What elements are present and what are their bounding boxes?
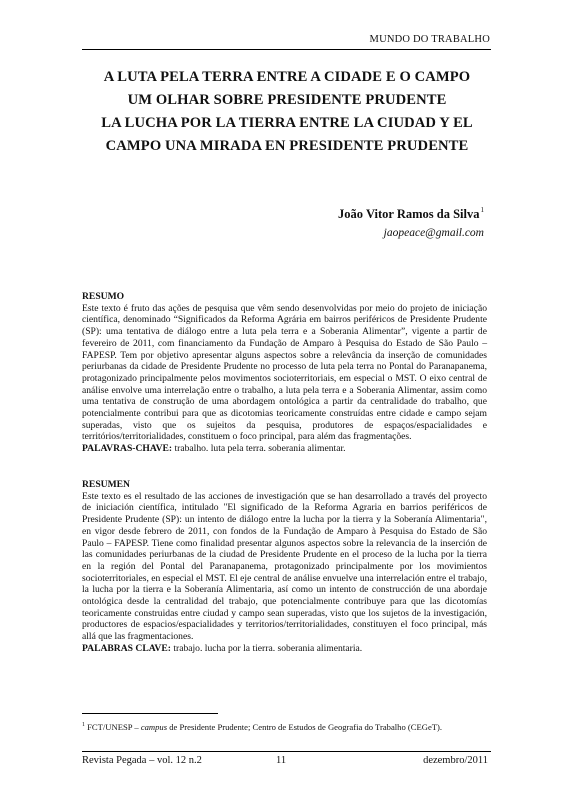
footer-journal: Revista Pegada – vol. 12 n.2 bbox=[82, 755, 202, 766]
title-line: A LUTA PELA TERRA ENTRE A CIDADE E O CAMPO bbox=[103, 69, 471, 85]
title-line: LA LUCHA POR LA TIERRA ENTRE LA CIUDAD Y EL bbox=[101, 115, 473, 131]
author-name: João Vitor Ramos da Silva bbox=[338, 207, 480, 221]
footnote-institution: FCT/UNESP – bbox=[87, 722, 139, 732]
abstract-body: Este texto es el resultado de las acciones de investigación que se han desarrollado a través del proyecto de iniciación científica, intitulado "El significado de la Reforma Agraria en barrios periféricos de Presidente Prudente (SP): un intento de diálogo entre la lucha por la tierra y la Soberanía Alimentaria", en vigor desde febrero de 2011, con fondos de la Fundação de Amparo à Pesquisa do Estado de São Paulo – FAPESP. Tiene como finalidad presentar algunos aspectos sobre la relevancia de la inserción de las comunidades periurbanas de la ciudad de Presidente Prudente en el proceso de la lucha por la tierra en la región del Pontal del Paranapanema, protagonizado principalmente por los movimientos socioterritoriales, en especial el MST. El eje central de análise envuelve una interrelación entre el trabajo, la lucha por la tierra e la Soberanía Alimentaria, así como un intento de construcción de una abordaje ontológica desde la centralidad del trabajo, que potencialmente contribuye para que las dicotomías teoricamente construidas entre ciudad y campo sean superadas, visto que los sujetos de la investigación, productores de espacios/espacialidades y territorios/territorialidades, constituyen el foco principal, más allá que las fragmentaciones. bbox=[82, 490, 487, 643]
footer-date: dezembro/2011 bbox=[423, 755, 488, 766]
author-block bbox=[338, 205, 484, 239]
keywords-label: PALABRAS CLAVE: bbox=[82, 642, 171, 654]
header-rule bbox=[82, 49, 491, 50]
footnote-mark: 1 bbox=[82, 722, 85, 729]
title-line: UM OLHAR SOBRE PRESIDENTE PRUDENTE bbox=[127, 92, 447, 108]
footnote-text: de Presidente Prudente; Centro de Estudos de Geografia do Trabalho (CEGeT). bbox=[169, 722, 443, 732]
footnote-campus: campus bbox=[140, 722, 168, 732]
author-email[interactable]: jaopeace@gmail.com bbox=[383, 227, 484, 239]
keywords-line bbox=[82, 643, 487, 655]
abstract-spanish bbox=[82, 479, 487, 655]
article-title bbox=[70, 66, 504, 158]
footer-rule bbox=[82, 751, 491, 752]
title-line: CAMPO UNA MIRADA EN PRESIDENTE PRUDENTE bbox=[105, 138, 469, 154]
keywords-label: PALAVRAS-CHAVE: bbox=[82, 443, 173, 455]
page-number: 11 bbox=[276, 755, 287, 766]
keywords-line bbox=[82, 443, 487, 455]
footnote-rule bbox=[82, 713, 218, 714]
footnote bbox=[82, 722, 442, 732]
keywords-text: trabalho. luta pela terra. soberania alimentar. bbox=[174, 443, 346, 455]
abstract-heading: RESUMO bbox=[82, 291, 125, 302]
author-footnote-mark: 1 bbox=[480, 205, 484, 214]
keywords-text: trabajo. lucha por la tierra. soberania alimentaria. bbox=[173, 642, 363, 654]
abstract-heading: RESUMEN bbox=[82, 479, 130, 490]
section-label: MUNDO DO TRABALHO bbox=[369, 34, 490, 45]
abstract-portuguese bbox=[82, 291, 487, 455]
abstract-body: Este texto é fruto das ações de pesquisa que vêm sendo desenvolvidas por meio do projeto de iniciação científica, denominado “Significados da Reforma Agrária em bairros periféricos de Presidente Prudente (SP): uma tentativa de diálogo entre a luta pela terra e a Soberania Alimentar”, vigente a partir de fevereiro de 2011, com financiamento da Fundação de Amparo à Pesquisa do Estado de São Paulo – FAPESP. Tem por objetivo apresentar alguns aspectos sobre a relevância da inserção de comunidades periurbanas da cidade de Presidente Prudente no processo de luta pela terra no Pontal do Paranapanema, protagonizado principalmente pelos movimentos socioterritoriais, em especial o MST. O eixo central de análise envolve uma interrelação entre o trabalho, a luta pela terra e a Soberania Alimentar, assim como uma tentativa de construção de uma abordagem ontológica a partir da centralidade do trabalho, que potencialmente contribui para que as dicotomias teoricamente construídas entre cidade e campo sejam superadas, visto que os sujeitos da pesquisa, produtores de espaços/espacialidades e territórios/territorialidades, constituem o foco principal, para além das fragmentações. bbox=[82, 302, 487, 443]
